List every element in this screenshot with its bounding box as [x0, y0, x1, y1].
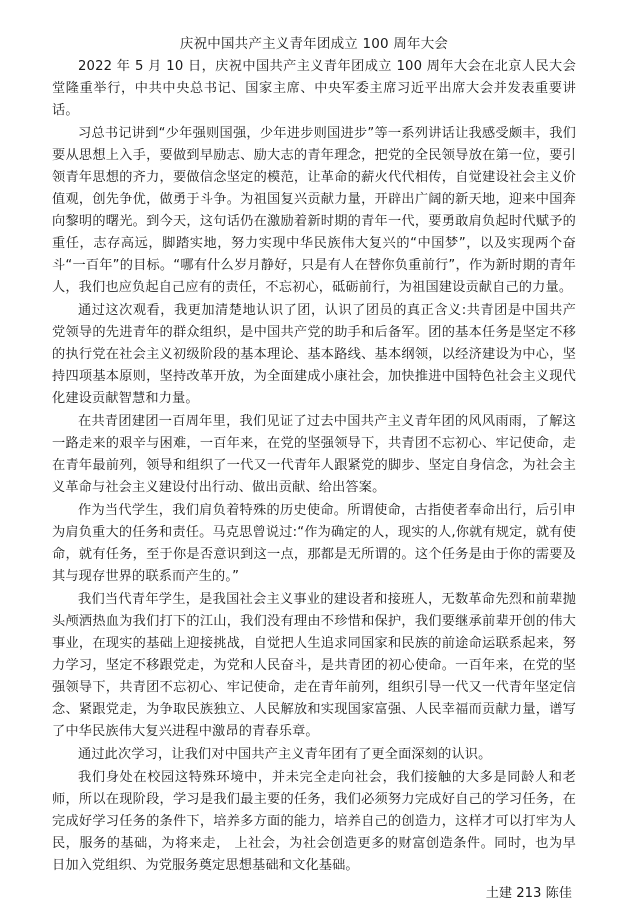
paragraph-5: 作为当代学生，我们肩负着特殊的历史使命。所谓使命，古指使者奉命出行，后引申为肩负重大的任务和责任。马克思曾说过:“作为确定的人，现实的人,你就有规定，就有使命，就有任务，至于你是否意识到这一点，那都是无所谓的。这个任务是由于你的需要及其与现存世界的联系而产生的。”	[52, 503, 576, 584]
document-page	[52, 33, 576, 905]
paragraph-2: 习总书记讲到“少年强则国强，少年进步则国进步”等一系列讲话让我感受颇丰，我们要从思想上入手，要做到早励志、励大志的青年理念，把党的全民领导放在第一位，要引领青年思想的齐力，要做信念坚定的模范，让革命的薪火代代相传，自觉建设社会主义价值观，创先争优，做勇于斗争。为祖国复兴贡献力量，开辟出广阔的新天地，迎来中国奔向黎明的曙光。到今天，这句话仍在激励着新时期的青年一代，要勇敢肩负起时代赋予的重任，志存高远，脚踏实地，努力实现中华民族伟大复兴的“中国梦”，以及实现两个奋斗“一百年”的目标。“哪有什么岁月静好，只是有人在替你负重前行”，作为新时期的青年人，我们也应负起自己应有的责任，不忘初心，砥砺前行，为祖国建设贡献自己的力量。	[52, 126, 576, 295]
paragraph-7: 通过此次学习，让我们对中国共产主义青年团有了更全面深刻的认识。	[78, 747, 492, 762]
author-signature: 土建 213 陈佳	[485, 886, 572, 901]
paragraph-8: 我们身处在校园这特殊环境中，并未完全走向社会，我们接触的大多是同龄人和老师，所以在现阶段，学习是我们最主要的任务，我们必须努力完成好自己的学习任务，在完成好学习任务的条件下，培养多方面的能力，培养自己的创造力，这样才可以打牢为人民，服务的基础，为将来走， 上社会，为社会创造更多的财富创造条件。同时，也为早日加入党组织、为党服务奠定思想基础和文化基础。	[52, 770, 576, 873]
paragraph-4: 在共青团建团一百周年里，我们见证了过去中国共产主义青年团的风风雨雨，了解这一路走来的艰辛与困难，一百年来，在党的坚强领导下，共青团不忘初心、牢记使命，走在青年最前列，领导和组织了一代又一代青年人跟紧党的脚步、坚定自身信念，为社会主义革命与社会主义建设付出行动、做出贡献、给出答案。	[52, 414, 576, 495]
paragraph-6: 我们当代青年学生，是我国社会主义事业的建设者和接班人，无数革命先烈和前辈抛头颅洒热血为我们打下的江山，我们没有理由不珍惜和保护，我们要继承前辈开创的伟大事业，在现实的基础上迎接挑战，自觉把人生追求同国家和民族的前途命运联系起来，努力学习，坚定不移跟党走，为党和人民奋斗，是共青团的初心使命。一百年来，在党的坚强领导下，共青团不忘初心、牢记使命，走在青年前列，组织引导一代又一代青年坚定信念、紧跟党走，为争取民族独立、人民解放和实现国家富强、人民幸福而贡献力量，谱写了中华民族伟大复兴进程中激昂的青春乐章。	[52, 592, 576, 739]
paragraph-1: 2022 年 5 月 10 日，庆祝中国共产主义青年团成立 100 周年大会在北京人民大会堂隆重举行，中共中央总书记、国家主席、中央军委主席习近平出席大会并发表重要讲话。	[52, 59, 576, 118]
document-title: 庆祝中国共产主义青年团成立 100 周年大会	[179, 36, 449, 52]
paragraph-3: 通过这次观看，我更加清楚地认识了团，认识了团员的真正含义:共青团是中国共产党领导的先进青年的群众组织，是中国共产党的助手和后备军。团的基本任务是坚定不移的执行党在社会主义初级阶段的基本理论、基本路线、基本纲领，以经济建设为中心，坚持四项基本原则，坚持改革开放，为全面建成小康社会，加快推进中国特色社会主义现代化建设贡献智慧和力量。	[52, 303, 576, 406]
